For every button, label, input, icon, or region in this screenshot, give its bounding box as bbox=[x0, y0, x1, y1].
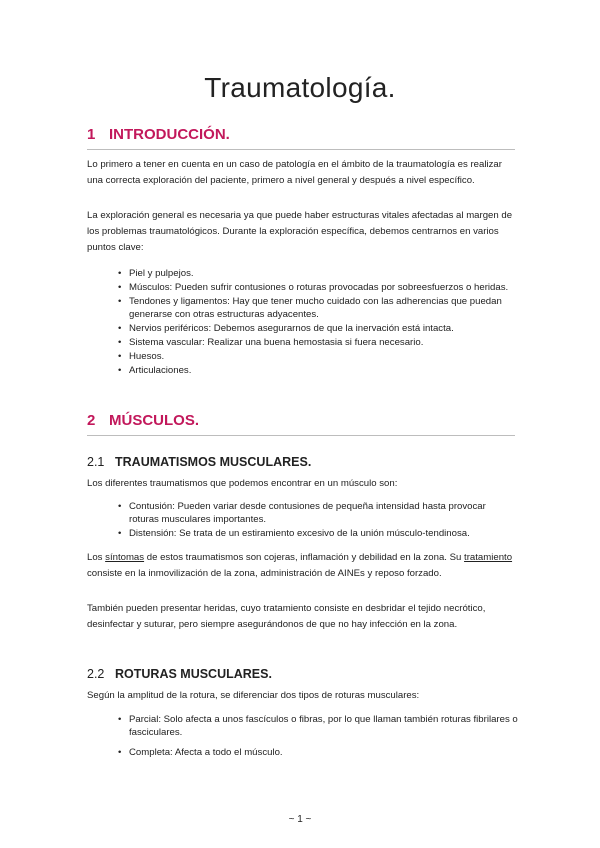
paragraph: Según la amplitud de la rotura, se diferenciar dos tipos de roturas musculares: bbox=[87, 690, 420, 701]
paragraph: Lo primero a tener en cuenta en un caso de patología en el ámbito de la traumatología es realizar una correcta exploración del paciente, primero a nivel general y después a nivel específico. bbox=[87, 159, 502, 186]
list-item: • Distensión: Se trata de un estiramiento excesivo de la unión músculo-tendinosa. bbox=[118, 528, 518, 541]
list-item: • Sistema vascular: Realizar una buena hemostasia si fuera necesario. bbox=[118, 337, 518, 350]
list-item: • Piel y pulpejos. bbox=[118, 268, 518, 281]
text-run: consiste en la inmovilización de la zona, administración de AINEs y reposo forzado. bbox=[87, 568, 442, 579]
list-item: • Nervios periféricos: Debemos asegurarnos de que la inervación está intacta. bbox=[118, 323, 518, 336]
text-run: Los bbox=[87, 552, 106, 563]
section-title: INTRODUCCIÓN. bbox=[109, 126, 230, 143]
section-heading-musculos bbox=[87, 412, 515, 436]
underlined-term-sintomas: síntomas bbox=[105, 552, 145, 563]
section-heading-introduccion bbox=[87, 126, 515, 150]
paragraph: La exploración general es necesaria ya que puede haber estructuras vitales afectadas al margen de los problemas traumatológicos. Durante la exploración específica, debemos centrarnos en varios puntos clave: bbox=[87, 210, 513, 253]
subsection-number: 2.1 bbox=[87, 455, 105, 469]
subsection-number: 2.2 bbox=[87, 667, 105, 681]
list-item: • Músculos: Pueden sufrir contusiones o roturas provocadas por sobreesfuerzos o heridas. bbox=[118, 282, 518, 295]
subsection-heading-roturas bbox=[87, 667, 515, 681]
text-run: de estos traumatismos son cojeras, inflamación y debilidad en la zona. Su bbox=[144, 552, 465, 563]
bullet-list bbox=[118, 501, 518, 542]
subsection-title: ROTURAS MUSCULARES. bbox=[115, 667, 272, 681]
section-number: 1 bbox=[87, 126, 96, 143]
document-title: Traumatología. bbox=[204, 72, 396, 103]
subsection-title: TRAUMATISMOS MUSCULARES. bbox=[115, 455, 312, 469]
list-item: • Completa: Afecta a todo el músculo. bbox=[118, 747, 518, 760]
section-number: 2 bbox=[87, 412, 96, 429]
bullet-list bbox=[118, 268, 518, 379]
list-item: • Tendones y ligamentos: Hay que tener mucho cuidado con las adherencias que puedan generarse con otras estructuras adyacentes. bbox=[118, 296, 518, 321]
list-item: • Contusión: Pueden variar desde contusiones de pequeña intensidad hasta provocar roturas musculares importantes. bbox=[118, 501, 518, 526]
underlined-term-tratamiento: tratamiento bbox=[464, 552, 513, 563]
paragraph bbox=[87, 550, 515, 582]
page-number: ~ 1 ~ bbox=[288, 814, 312, 825]
list-item: • Parcial: Solo afecta a unos fascículos o fibras, por lo que llaman también roturas fibrilares o fasciculares. bbox=[118, 714, 518, 739]
paragraph: También pueden presentar heridas, cuyo tratamiento consiste en desbridar el tejido necrótico, desinfectar y suturar, pero siempre asegurándonos de que no hay infección en la zona. bbox=[87, 603, 486, 630]
subsection-heading-traumatismos bbox=[87, 455, 515, 469]
list-item: • Huesos. bbox=[118, 351, 518, 364]
bullet-list bbox=[118, 714, 518, 761]
section-title: MÚSCULOS. bbox=[109, 412, 199, 429]
list-item: • Articulaciones. bbox=[118, 365, 518, 378]
paragraph: Los diferentes traumatismos que podemos encontrar en un músculo son: bbox=[87, 478, 398, 489]
